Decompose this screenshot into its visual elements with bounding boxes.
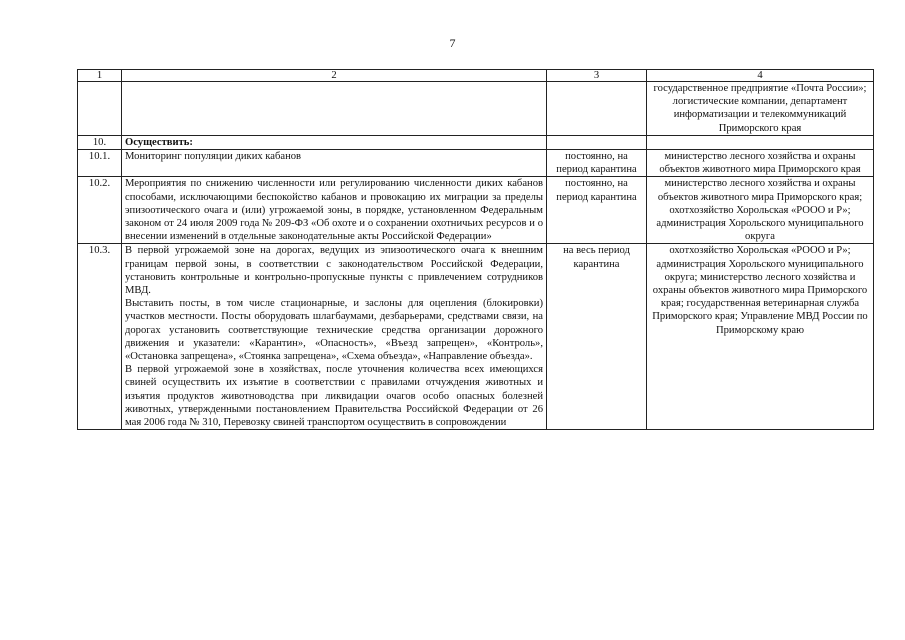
header-col-2: 2 (122, 70, 547, 82)
table-row (78, 82, 874, 136)
measure-paragraph: В первой угрожаемой зоне на дорогах, ведущих из эпизоотического очага к внешним границам первой зоны, в соответствии с законодательством Российской Федерации, установить контрольные и контрольно-пропускные пункты с привлечением сотрудников МВД. (125, 245, 543, 297)
row-measure: Мониторинг популяции диких кабанов (122, 150, 547, 177)
row-number (78, 82, 122, 136)
measures-table (77, 69, 874, 430)
header-col-1: 1 (78, 70, 122, 82)
row-executors: министерство лесного хозяйства и охраны объектов животного мира Приморского края; охотхозяйство Хорольская «РООО и Р»; администрация Хорольского муниципального округа (647, 177, 874, 244)
header-col-3: 3 (547, 70, 647, 82)
row-measure (122, 244, 547, 430)
measure-paragraph: Выставить посты, в том числе стационарные, и заслоны для оцепления (блокировки) участков местности. Посты оборудовать шлагбаумами, дезбарьерами, средствами связи, на дорогах установить соответствующие технические средства организации дорожного движения и указатели: «Карантин», «Опасность», «Въезд запрещен», «Контроль», «Остановка запрещена», «Стоянка запрещена», «Схема объезда», «Направление объезда». (125, 298, 543, 363)
table-row (78, 135, 874, 149)
row-number: 10.1. (78, 150, 122, 177)
row-term (547, 135, 647, 149)
measure-paragraph: В первой угрожаемой зоне в хозяйствах, после уточнения количества всех имеющихся свиней осуществить их изъятие в соответствии с правилами отчуждения животных и изъятия продуктов животноводства при ликвидации очагов особо опасных болезней животных, утвержденными постановлением Правительства Российской Федерации от 26 мая 2006 года № 310, Перевозку свиней транспортом осуществить в сопровождении (125, 364, 543, 429)
table-header-row (78, 70, 874, 82)
row-term: постоянно, на период карантина (547, 177, 647, 244)
table-row (78, 150, 874, 177)
row-number: 10. (78, 135, 122, 149)
row-executors: министерство лесного хозяйства и охраны объектов животного мира Приморского края (647, 150, 874, 177)
row-number: 10.3. (78, 244, 122, 430)
row-term: на весь период карантина (547, 244, 647, 430)
row-number: 10.2. (78, 177, 122, 244)
table-row (78, 244, 874, 430)
row-executors: охотхозяйство Хорольская «РООО и Р»; администрация Хорольского муниципального округа; министерство лесного хозяйства и охраны объектов животного мира Приморского края; государственная ветеринарная служба Приморского края; Управление МВД России по Приморскому краю (647, 244, 874, 430)
row-measure: Осуществить: (122, 135, 547, 149)
row-term: постоянно, на период карантина (547, 150, 647, 177)
row-measure (122, 82, 547, 136)
page-number: 7 (449, 36, 456, 50)
row-term (547, 82, 647, 136)
header-col-4: 4 (647, 70, 874, 82)
row-executors: государственное предприятие «Почта России»; логистические компании, департамент информатизации и телекоммуникаций Приморского края (647, 82, 874, 136)
table-row (78, 177, 874, 244)
row-executors (647, 135, 874, 149)
row-measure: Мероприятия по снижению численности или регулированию численности диких кабанов способами, исключающими беспокойство кабанов и провокацию их миграции за пределы эпизоотического очага и (или) угрожаемой зоны, в порядке, установленном Федеральным законом от 24 июля 2009 года № 209-ФЗ «Об охоте и о сохранении охотничьих ресурсов и о внесении изменений в отдельные законодательные акты Российской Федерации» (122, 177, 547, 244)
